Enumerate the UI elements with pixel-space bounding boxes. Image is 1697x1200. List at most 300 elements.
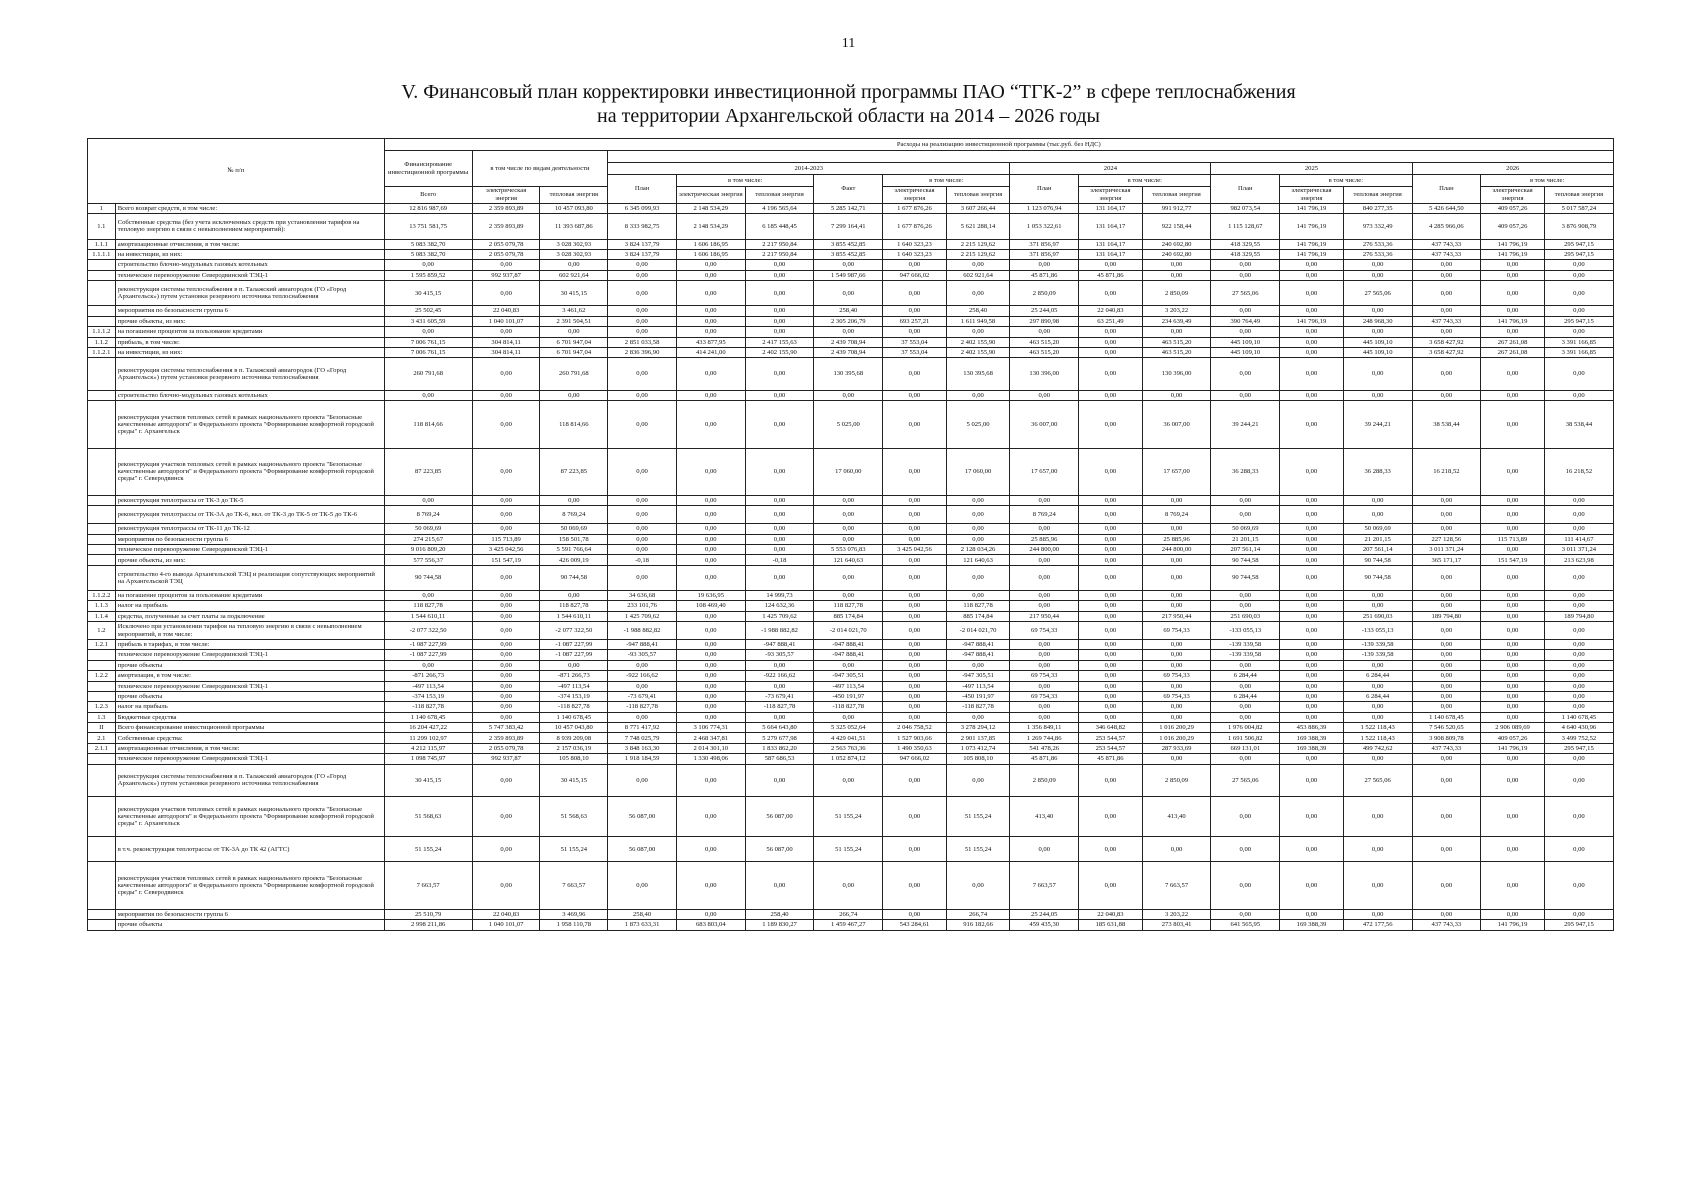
row-value: 0,00 (745, 524, 814, 534)
row-value: 3 106 774,31 (676, 723, 745, 733)
row-value: 1 140 678,45 (1544, 712, 1613, 722)
row-value: 0,00 (745, 681, 814, 691)
row-value: 0,00 (1544, 639, 1613, 649)
row-code (88, 534, 116, 544)
row-value: 5 591 766,64 (540, 545, 608, 555)
row-value: 0,00 (1481, 590, 1545, 600)
header-incl: в том числе: (676, 175, 813, 187)
row-value: 1 040 101,07 (472, 920, 540, 930)
row-value: 6 701 947,04 (540, 337, 608, 347)
row-value: -922 166,62 (745, 671, 814, 681)
row-value: 0,00 (676, 270, 745, 280)
row-value: 587 686,53 (745, 754, 814, 764)
row-value: 0,00 (384, 660, 472, 670)
row-value: 0,00 (1412, 862, 1481, 909)
row-label: реконструкция участков тепловых сетей в рамках национального проекта "Безопасные качественные автодороги" и Федерального проекта "Формирование комфортной городской среды" г. Архангельск (115, 401, 384, 448)
row-value: 0,00 (1079, 506, 1143, 524)
row-value: 1 425 709,62 (745, 611, 814, 621)
row-label: Бюджетные средства (115, 712, 384, 722)
row-value: 0,00 (472, 660, 540, 670)
row-value: 0,00 (883, 306, 947, 316)
row-value: 0,00 (1079, 622, 1143, 640)
row-value: 118 827,78 (384, 601, 472, 611)
row-value: 3 658 427,92 (1412, 337, 1481, 347)
header-by-type: в том числе по видам деятельности (472, 151, 607, 187)
row-value: 45 871,86 (1010, 754, 1079, 764)
row-value: 295 947,15 (1544, 743, 1613, 753)
row-value: 0,00 (1211, 390, 1280, 400)
row-value: 8 769,24 (1010, 506, 1079, 524)
row-value: 0,00 (1481, 909, 1545, 919)
row-value: 169 388,39 (1280, 733, 1344, 743)
row-value: 0,00 (1481, 837, 1545, 862)
row-value: 51 155,24 (384, 837, 472, 862)
row-value: -947 888,41 (946, 650, 1010, 660)
row-value: -73 679,41 (745, 691, 814, 701)
row-value: 0,00 (608, 524, 677, 534)
row-value: 0,00 (608, 506, 677, 524)
row-value: 0,00 (1142, 260, 1211, 270)
row-value: 0,00 (883, 555, 947, 565)
row-value: 3 203,22 (1142, 306, 1211, 316)
table-row (88, 650, 1614, 660)
row-value: 0,00 (1280, 712, 1344, 722)
row-value: 38 538,44 (1412, 401, 1481, 448)
row-value: 0,00 (676, 681, 745, 691)
row-value: 37 553,04 (883, 337, 947, 347)
row-value: 0,00 (1280, 622, 1344, 640)
row-label: средства, полученные за счет платы за подключение (115, 611, 384, 621)
row-value: 0,00 (540, 327, 608, 337)
row-value: -118 827,78 (384, 702, 472, 712)
row-value: -0,18 (608, 555, 677, 565)
row-value: 0,00 (1079, 797, 1143, 837)
row-value: 0,00 (745, 270, 814, 280)
row-value: 602 921,64 (946, 270, 1010, 280)
row-value: 105 808,10 (946, 754, 1010, 764)
row-value: 0,00 (1481, 702, 1545, 712)
table-row (88, 660, 1614, 670)
row-value: 130 395,68 (814, 358, 883, 391)
row-value: 0,00 (1343, 909, 1412, 919)
table-row (88, 401, 1614, 448)
row-value: 2 359 893,89 (472, 214, 540, 239)
row-label: строительство блочно-модульных газовых котельных (115, 390, 384, 400)
row-value: 0,00 (1343, 712, 1412, 722)
row-value: 0,00 (472, 862, 540, 909)
row-value: 371 856,97 (1010, 239, 1079, 249)
row-value: 1 640 323,23 (883, 239, 947, 249)
row-value: 295 947,15 (1544, 249, 1613, 259)
row-value: 1 098 745,97 (384, 754, 472, 764)
row-value: 63 251,49 (1079, 316, 1143, 326)
row-value: 2 217 950,84 (745, 239, 814, 249)
row-value: 463 515,20 (1142, 347, 1211, 357)
row-value: 445 109,10 (1343, 337, 1412, 347)
row-label: амортизация, в том числе: (115, 671, 384, 681)
row-value: 885 174,84 (814, 611, 883, 621)
row-value: 0,00 (1079, 337, 1143, 347)
table-row (88, 920, 1614, 930)
row-value: 1 611 949,58 (946, 316, 1010, 326)
row-value: 0,00 (1079, 611, 1143, 621)
row-value: 641 565,95 (1211, 920, 1280, 930)
row-value: 4 429 041,51 (814, 733, 883, 743)
row-value: 0,00 (1412, 601, 1481, 611)
row-value: 0,00 (745, 506, 814, 524)
row-value: 0,00 (883, 650, 947, 660)
row-value: -2 077 322,50 (384, 622, 472, 640)
row-code (88, 754, 116, 764)
row-value: 6 284,44 (1343, 671, 1412, 681)
row-value: 36 288,33 (1211, 448, 1280, 495)
row-value: 2 046 758,52 (883, 723, 947, 733)
header-period-2025: 2025 (1211, 163, 1412, 175)
row-value: 1 549 987,66 (814, 270, 883, 280)
row-value: 0,00 (1010, 390, 1079, 400)
row-value: 121 640,63 (814, 555, 883, 565)
row-label: прибыль в тарифах, в том числе: (115, 639, 384, 649)
row-value: 27 565,06 (1211, 764, 1280, 797)
table-row (88, 214, 1614, 239)
row-value: 0,00 (1280, 590, 1344, 600)
row-label: Собственные средства: (115, 733, 384, 743)
row-label: Собственные средства (без учета исключенных средств при установлении тарифов на тепловую энергию в связи с невыполнением мероприятий): (115, 214, 384, 239)
row-value: 21 201,15 (1343, 534, 1412, 544)
row-code (88, 306, 116, 316)
row-value: 0,00 (608, 534, 677, 544)
row-value: 0,00 (1079, 524, 1143, 534)
row-value: 50 069,69 (540, 524, 608, 534)
row-value: -2 077 322,50 (540, 622, 608, 640)
row-value: 266,74 (814, 909, 883, 919)
row-value: 0,00 (883, 862, 947, 909)
row-value: 0,00 (540, 590, 608, 600)
row-value: 0,00 (1481, 401, 1545, 448)
row-value: 0,00 (1142, 565, 1211, 590)
row-value: 244 800,00 (1010, 545, 1079, 555)
row-value: 0,00 (883, 448, 947, 495)
row-value: 445 109,10 (1211, 347, 1280, 357)
row-value: 45 871,86 (1079, 754, 1143, 764)
row-value: 0,00 (1211, 506, 1280, 524)
row-value: -118 827,78 (540, 702, 608, 712)
row-value: 30 415,15 (540, 764, 608, 797)
table-row (88, 448, 1614, 495)
row-value: 2 417 155,63 (745, 337, 814, 347)
row-value: 12 816 987,69 (384, 204, 472, 214)
row-value: 0,00 (1079, 390, 1143, 400)
row-value: -497 113,54 (814, 681, 883, 691)
row-value: 1 677 876,26 (883, 214, 947, 239)
row-value: 151 547,19 (472, 555, 540, 565)
row-value: 69 754,33 (1142, 671, 1211, 681)
row-value: 6 701 947,04 (540, 347, 608, 357)
row-value: 0,00 (745, 565, 814, 590)
row-value: 0,00 (1280, 681, 1344, 691)
row-value: 683 803,04 (676, 920, 745, 930)
table-row (88, 204, 1614, 214)
row-code (88, 837, 116, 862)
row-value: 0,00 (1280, 545, 1344, 555)
row-value: 2 851 033,58 (608, 337, 677, 347)
row-label: реконструкция системы теплоснабжения в п. Талажский авиагородок (ГО «Город Архангельск») путем установки резервного источника теплоснабжения (115, 764, 384, 797)
row-value: 947 666,02 (883, 754, 947, 764)
row-value: 151 547,19 (1481, 555, 1545, 565)
row-value: 1 140 678,45 (1412, 712, 1481, 722)
row-value: 51 155,24 (540, 837, 608, 862)
row-value: 885 174,84 (946, 611, 1010, 621)
row-value: 0,00 (1142, 270, 1211, 280)
row-value: 0,00 (1079, 358, 1143, 391)
header-total: Всего (384, 187, 472, 204)
row-value: 0,00 (1481, 270, 1545, 280)
row-value: 0,00 (1142, 496, 1211, 506)
row-value: 0,00 (1280, 754, 1344, 764)
row-value: 0,00 (1481, 639, 1545, 649)
row-value: 0,00 (1079, 764, 1143, 797)
row-value: 2 148 534,29 (676, 204, 745, 214)
row-value: 2 850,09 (1010, 764, 1079, 797)
row-value: 141 796,19 (1481, 239, 1545, 249)
row-value: 0,00 (745, 390, 814, 400)
row-value: 2 439 708,94 (814, 337, 883, 347)
row-value: 0,00 (814, 524, 883, 534)
row-value: 5 025,00 (946, 401, 1010, 448)
row-value: 0,00 (676, 390, 745, 400)
row-value: 69 754,33 (1142, 691, 1211, 701)
table-row (88, 337, 1614, 347)
row-value: 0,00 (1412, 671, 1481, 681)
row-value: 131 164,17 (1079, 249, 1143, 259)
row-value: 0,00 (1481, 281, 1545, 306)
row-value: 1 522 118,43 (1343, 723, 1412, 733)
row-value: 2 359 893,89 (472, 733, 540, 743)
row-value: 3 391 166,85 (1544, 347, 1613, 357)
row-value: 390 764,49 (1211, 316, 1280, 326)
table-row (88, 239, 1614, 249)
row-value: 11 393 687,86 (540, 214, 608, 239)
row-code: 1.2.2 (88, 671, 116, 681)
row-value: 0,00 (1544, 590, 1613, 600)
table-row (88, 534, 1614, 544)
row-value: 0,00 (1343, 754, 1412, 764)
row-value: 0,00 (883, 702, 947, 712)
row-value: 90 744,58 (540, 565, 608, 590)
row-code (88, 909, 116, 919)
row-value: 5 279 677,98 (745, 733, 814, 743)
row-value: -450 191,97 (814, 691, 883, 701)
row-label: реконструкция участков тепловых сетей в рамках национального проекта "Безопасные качественные автодороги" и Федерального проекта "Формирование комфортной городской среды" г. Северодвинск (115, 862, 384, 909)
row-value: 0,00 (676, 764, 745, 797)
row-value: 0,00 (1010, 837, 1079, 862)
row-value: 0,00 (1343, 837, 1412, 862)
row-label: прочие объекты (115, 691, 384, 701)
row-value: 0,00 (1211, 712, 1280, 722)
row-label: реконструкция участков тепловых сетей в рамках национального проекта "Безопасные качественные автодороги" и Федерального проекта "Формирование комфортной городской среды" г. Северодвинск (115, 448, 384, 495)
table-row (88, 316, 1614, 326)
row-value: 2 359 893,89 (472, 204, 540, 214)
row-value: 0,00 (1280, 506, 1344, 524)
row-value: 2 402 155,90 (946, 337, 1010, 347)
row-value: 56 087,00 (745, 837, 814, 862)
row-value: 7 006 761,15 (384, 347, 472, 357)
row-value: 0,00 (384, 590, 472, 600)
row-code: 1.1.1.2 (88, 327, 116, 337)
row-value: 0,00 (608, 496, 677, 506)
table-row (88, 496, 1614, 506)
row-value: 36 007,00 (1142, 401, 1211, 448)
row-value: 0,00 (676, 448, 745, 495)
row-value: 0,00 (1481, 327, 1545, 337)
row-value: 0,00 (1010, 524, 1079, 534)
row-value: 240 692,80 (1142, 239, 1211, 249)
row-value: -374 153,19 (384, 691, 472, 701)
row-value: 0,00 (1481, 358, 1545, 391)
row-value: 0,00 (814, 327, 883, 337)
row-value: 413,40 (1010, 797, 1079, 837)
row-value: 0,00 (676, 281, 745, 306)
row-value: -139 339,58 (1343, 639, 1412, 649)
row-value: 1 330 498,06 (676, 754, 745, 764)
row-value: 4 640 430,96 (1544, 723, 1613, 733)
row-value: 0,00 (1280, 306, 1344, 316)
row-value: 266,74 (946, 909, 1010, 919)
row-value: 433 877,95 (676, 337, 745, 347)
row-value: 0,00 (814, 862, 883, 909)
row-value: 36 288,33 (1343, 448, 1412, 495)
row-label: Всего возврат средств, в том числе: (115, 204, 384, 214)
row-value: 253 544,57 (1079, 743, 1143, 753)
row-value: 0,00 (608, 565, 677, 590)
row-value: 1 016 200,29 (1142, 733, 1211, 743)
row-value: 87 223,85 (540, 448, 608, 495)
row-code (88, 691, 116, 701)
table-row (88, 712, 1614, 722)
row-value: 0,00 (1544, 650, 1613, 660)
row-value: 141 796,19 (1280, 249, 1344, 259)
row-value: 0,00 (883, 671, 947, 681)
row-code (88, 390, 116, 400)
row-value: 0,00 (883, 524, 947, 534)
row-value: 0,00 (384, 390, 472, 400)
row-value: 0,00 (472, 401, 540, 448)
row-value: 1 356 849,11 (1010, 723, 1079, 733)
row-value: 0,00 (883, 601, 947, 611)
row-value: 0,00 (1280, 671, 1344, 681)
row-value: 7 663,57 (384, 862, 472, 909)
row-value: 0,00 (472, 702, 540, 712)
row-value: 0,00 (1079, 691, 1143, 701)
row-code: 1.2.3 (88, 702, 116, 712)
row-value: 0,00 (540, 260, 608, 270)
row-value: 0,00 (1481, 611, 1545, 621)
row-value: 1 833 862,20 (745, 743, 814, 753)
row-value: 0,00 (1343, 260, 1412, 270)
row-code (88, 555, 116, 565)
row-label: реконструкция теплотрассы от ТК-11 до ТК-12 (115, 524, 384, 534)
row-value: 141 796,19 (1481, 743, 1545, 753)
table-row (88, 565, 1614, 590)
row-value: 0,00 (676, 524, 745, 534)
title-line-1: V. Финансовый план корректировки инвестиционной программы ПАО “ТГК-2” в сфере теплоснабжения (401, 81, 1296, 103)
table-row (88, 281, 1614, 306)
row-value: 1 073 412,74 (946, 743, 1010, 753)
row-code (88, 448, 116, 495)
row-code: 1.1.2.1 (88, 347, 116, 357)
row-value: 1 606 186,95 (676, 239, 745, 249)
row-code (88, 660, 116, 670)
row-value: 0,00 (1544, 270, 1613, 280)
row-value: 0,00 (608, 862, 677, 909)
row-value: 0,00 (1544, 327, 1613, 337)
row-value: 50 069,69 (1343, 524, 1412, 534)
row-value: 6 185 448,45 (745, 214, 814, 239)
row-value: 0,00 (814, 660, 883, 670)
row-value: 0,00 (1142, 702, 1211, 712)
row-value: 276 533,36 (1343, 239, 1412, 249)
row-value: 693 257,21 (883, 316, 947, 326)
row-value: -947 888,41 (946, 639, 1010, 649)
row-value: 189 794,80 (1544, 611, 1613, 621)
row-value: 0,00 (1544, 524, 1613, 534)
row-value: 0,00 (814, 712, 883, 722)
row-value: 1 544 610,11 (540, 611, 608, 621)
row-value: 0,00 (1544, 797, 1613, 837)
row-value: 0,00 (1481, 691, 1545, 701)
row-value: 5 083 382,70 (384, 249, 472, 259)
row-value: 0,00 (1280, 534, 1344, 544)
row-value: 0,00 (883, 401, 947, 448)
row-value: 992 937,87 (472, 754, 540, 764)
row-value: -118 827,78 (946, 702, 1010, 712)
row-value: 0,00 (1079, 534, 1143, 544)
table-row (88, 270, 1614, 280)
row-value: 2 998 211,86 (384, 920, 472, 930)
row-value: 131 164,17 (1079, 204, 1143, 214)
row-code: 1.1.4 (88, 611, 116, 621)
row-value: 0,00 (472, 506, 540, 524)
row-value: 0,00 (883, 496, 947, 506)
row-value: 0,00 (1010, 681, 1079, 691)
row-value: 0,00 (1343, 496, 1412, 506)
row-label: Всего финансирование инвестиционной программы (115, 723, 384, 733)
row-value: 0,00 (676, 909, 745, 919)
row-value: 3 028 302,93 (540, 249, 608, 259)
row-value: -1 087 227,99 (540, 639, 608, 649)
header-electric: электрическая энергия (1280, 187, 1344, 204)
row-value: 0,00 (1412, 754, 1481, 764)
row-value: 0,00 (1544, 390, 1613, 400)
row-value: -2 014 021,70 (946, 622, 1010, 640)
row-value: 90 744,58 (1211, 565, 1280, 590)
row-value: 25 244,05 (1010, 909, 1079, 919)
row-value: 0,00 (745, 316, 814, 326)
row-value: 4 196 565,64 (745, 204, 814, 214)
row-value: 992 937,87 (472, 270, 540, 280)
row-value: 371 856,97 (1010, 249, 1079, 259)
row-value: 0,00 (1481, 712, 1545, 722)
row-value: 131 164,17 (1079, 239, 1143, 249)
row-value: 3 469,96 (540, 909, 608, 919)
row-value: 0,00 (472, 712, 540, 722)
row-label: прибыль, в том числе: (115, 337, 384, 347)
row-value: 0,00 (1211, 496, 1280, 506)
row-value: 973 332,49 (1343, 214, 1412, 239)
row-value: 0,00 (1544, 671, 1613, 681)
row-value: 0,00 (608, 358, 677, 391)
row-value: 0,00 (1211, 590, 1280, 600)
